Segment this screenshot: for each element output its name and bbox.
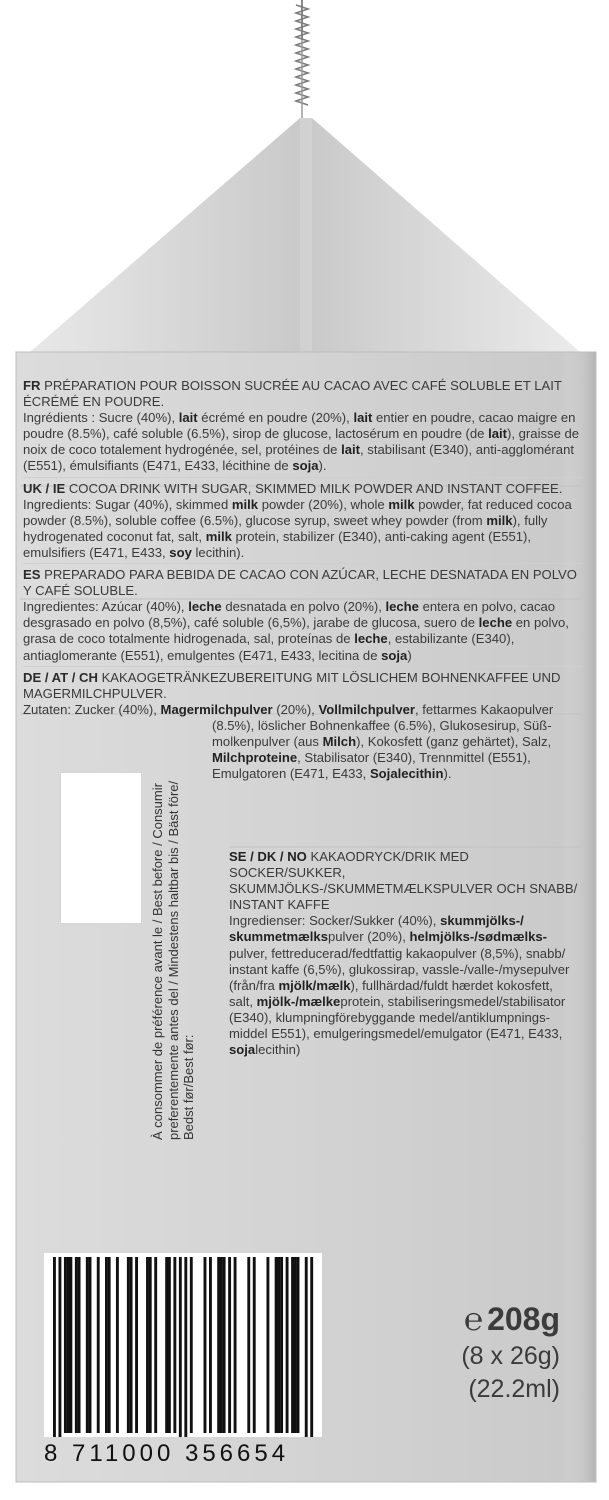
barcode-bar xyxy=(275,1257,278,1433)
estimated-sign-icon: ℮ xyxy=(463,1301,484,1337)
text-de-cont: (8.5%), löslicher Bohnenkaffee (6.5%), Glukosesirup, Süß-molkenpulver (aus Milch), Kokosfett (ganz gehärtet), Salz, Milchproteine, Stabilisator (E340), Trennmittel (E551), Emulgatoren (E471, E433, Sojalecithin). xyxy=(212,717,552,782)
barcode-bar xyxy=(154,1257,157,1433)
barcode-bar xyxy=(297,1257,300,1433)
barcode-bar xyxy=(310,1257,313,1437)
barcode-bar xyxy=(220,1257,223,1433)
barcode-bar xyxy=(86,1257,89,1433)
text-uk: Ingredients: Sugar (40%), skimmed milk powder (20%), whole milk powder, fat reduced cocoa powder (8.5%), soluble coffee (6.5%), glucose syrup, sweet whey powder (from milk), fully hydrogenated coconut fat, salt, milk protein, stabilizer (E340), anti-caking agent (E551), emulsifiers (E471, E433, soy lecithin). xyxy=(23,496,572,560)
barcode-bar xyxy=(223,1257,226,1433)
ingredients-nordic xyxy=(229,849,579,1058)
barcode-bar xyxy=(165,1257,168,1433)
barcode-bar xyxy=(69,1257,72,1433)
divider xyxy=(23,666,583,667)
barcode-bar xyxy=(89,1257,92,1433)
barcode-bar xyxy=(168,1257,171,1433)
pod-count: (8 x 26g) xyxy=(461,1342,560,1370)
text-es: Ingredientes: Azúcar (40%), leche desnatada en polvo (20%), leche entera en polvo, cacao desgrasado en polvo (8,5%), café soluble (6,5%), jarabe de glucosa, suero de leche en polvo, grasa de coco totalmente hidrogenada, sal, proteínas de leche, estabilizante (E340), antiaglomerante (E551), emulgentes (E471, E433, lecitina de soja) xyxy=(23,599,569,663)
barcode-bar xyxy=(53,1257,56,1437)
lang-code-es: ES xyxy=(23,567,41,583)
barcode-bar xyxy=(291,1257,294,1433)
barcode-number: 8 711000 356654 xyxy=(44,1440,290,1467)
best-before-text: À consommer de préférence avant le / Best before / Consumir preferentemente antes del / Mindestens haltbar bis / Bäst före/ Bedst før/Best før: xyxy=(150,780,196,1140)
top-seam xyxy=(296,0,308,118)
barcode-bar xyxy=(97,1257,100,1433)
text-nordic: Ingredienser: Socker/Sukker (40%), skummjölks-/ skummetmælkspulver (20%), helmjölks-/sødmælks-pulver, fettreducerad/fedtfattig kakaopulver (8,5%), snabb/ instant kaffe (6,5%), glukossirap, vassle-/valle-/mysepulver (från/fra mjölk/mælk), fullhärdad/fuldt hærdet kokosfett, salt, mjölk-/mælkeprotein, stabiliseringsmedel/stabilisator (E340), klumpningförebyggande medel/antiklumpnings-middel E551), emulgeringsmedel/emulgator (E471, E433, sojalecithin) xyxy=(229,913,570,1058)
barcode-bar xyxy=(116,1257,119,1433)
text-de: Zutaten: Zucker (40%), Magermilchpulver (20%), Vollmilchpulver, fettarmes Kakaopulver (8.5%), löslicher Bohnenkaffee (6.5%), Glukosesirup, Süß-molkenpulver (aus Milch), Kokosfett (ganz gehärtet), Salz, Milchproteine, Stabilisator (E340), Trennmittel (E551), Emulgatoren (E471, E433, Sojalecithin). xyxy=(23,702,583,782)
barcode-bar xyxy=(75,1257,78,1433)
barcode-bar xyxy=(173,1257,176,1433)
title-es: PREPARADO PARA BEBIDA DE CACAO CON AZÚCAR, LECHE DESNATADA EN POLVO Y CAFÉ SOLUBLE. xyxy=(23,567,577,599)
ingredients-panel xyxy=(23,378,583,782)
barcode-bar xyxy=(105,1257,108,1433)
title-nordic: KAKAODRYCK/DRIK MED SOCKER/SUKKER, SKUMMJÖLKS-/SKUMMETMÆLKSPULVER OCH SNABB/ INSTANT KAFFE xyxy=(229,849,578,913)
barcode-bar xyxy=(266,1257,269,1433)
net-weight-panel xyxy=(420,1298,560,1406)
barcode-bar xyxy=(108,1257,111,1433)
barcode-bar xyxy=(228,1257,231,1433)
lang-code-uk: UK / IE xyxy=(23,480,66,496)
barcode-bar xyxy=(130,1257,133,1433)
barcode-bar xyxy=(149,1257,152,1433)
barcode-bar xyxy=(135,1257,138,1433)
barcode-bar xyxy=(253,1257,256,1433)
barcode-bar xyxy=(217,1257,220,1433)
barcode-bar xyxy=(64,1257,67,1433)
barcode-box xyxy=(44,1253,322,1437)
barcode xyxy=(44,1253,322,1437)
barcode-bar xyxy=(190,1257,193,1433)
ingredients-de xyxy=(23,670,583,783)
title-uk: COCOA DRINK WITH SUGAR, SKIMMED MILK POWDER AND INSTANT COFFEE. xyxy=(68,480,563,496)
barcode-bar xyxy=(277,1257,280,1433)
title-de: KAKAOGETRÄNKEZUBEREITUNG MIT LÖSLICHEM BOHNENKAFFEE UND MAGERMILCHPULVER. xyxy=(23,669,561,701)
volume: (22.2ml) xyxy=(468,1375,560,1403)
barcode-bar xyxy=(67,1257,70,1433)
ingredients-es xyxy=(23,567,583,664)
lang-code-de: DE / AT / CH xyxy=(23,669,98,685)
barcode-bar xyxy=(146,1257,149,1433)
barcode-bar xyxy=(184,1257,187,1437)
barcode-bar xyxy=(286,1257,289,1433)
best-before-date-box xyxy=(60,772,142,924)
ingredients-uk xyxy=(23,481,583,561)
barcode-bar xyxy=(78,1257,81,1433)
lang-code-nordic: SE / DK / NO xyxy=(229,849,307,864)
barcode-bar xyxy=(58,1257,61,1437)
text-fr: Ingrédients : Sucre (40%), lait écrémé en poudre (20%), lait entier en poudre, cacao maigre en poudre (8.5%), café soluble (6.5%), sirop de glucose, lactosérum en poudre (de lait), graisse de noix de coco totalement hydrogénée, sel, protéines de lait, stabilisant (E340), anti-agglomérant (E551), émulsifiants (E471, E433, lécithine de soja). xyxy=(23,410,580,474)
divider xyxy=(23,477,583,478)
barcode-bar xyxy=(209,1257,212,1433)
barcode-bar xyxy=(247,1257,250,1433)
ingredients-fr xyxy=(23,378,583,475)
divider xyxy=(23,563,583,564)
barcode-bar xyxy=(280,1257,283,1433)
barcode-bar xyxy=(204,1257,207,1433)
barcode-bar xyxy=(127,1257,130,1433)
barcode-bar xyxy=(179,1257,182,1437)
title-fr: PRÉPARATION POUR BOISSON SUCRÉE AU CACAO AVEC CAFÉ SOLUBLE ET LAIT ÉCRÉMÉ EN POUDRE. xyxy=(23,378,562,410)
lang-code-fr: FR xyxy=(23,378,41,393)
net-weight: 208g xyxy=(487,1301,560,1337)
barcode-bar xyxy=(294,1257,297,1433)
barcode-bar xyxy=(234,1257,237,1433)
barcode-bar xyxy=(305,1257,308,1437)
